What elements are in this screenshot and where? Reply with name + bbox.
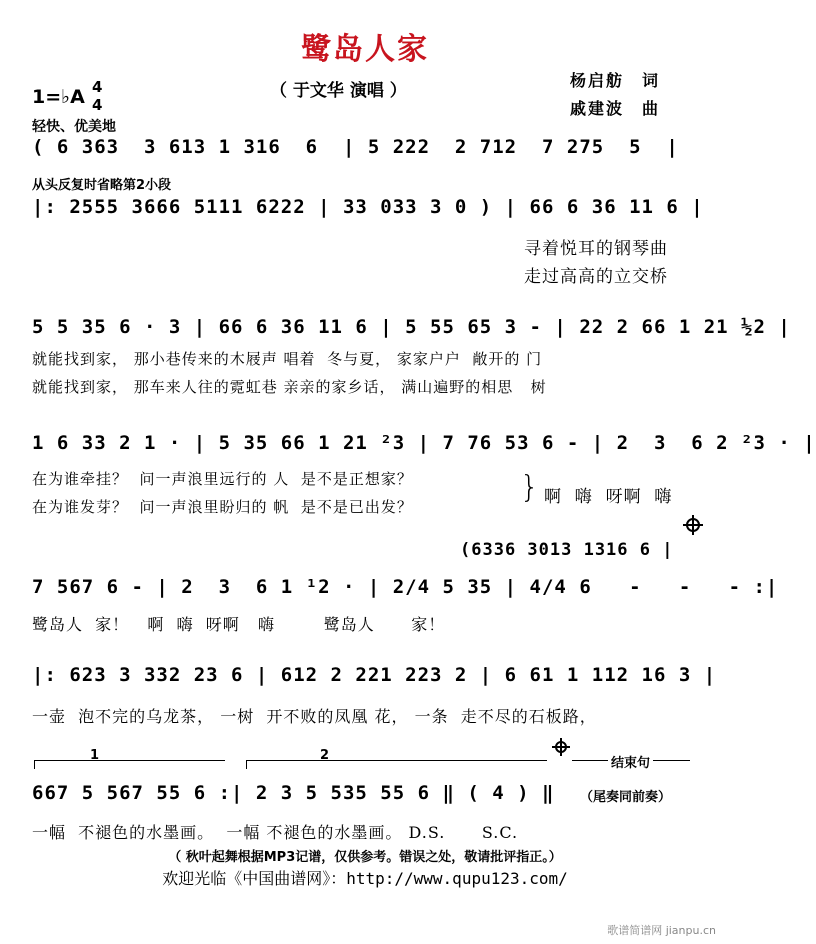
tempo-marking: 轻快、优美地 [32,119,116,135]
time-signature-top: 4 [92,78,103,96]
ending-label: 结束句 [608,752,653,771]
notation-row-4: 1 6 33 2 1 · | 5 35 66 1 21 ²3 | 7 76 53 6 - | 2 3 6 2 ²3 · | [32,432,816,454]
volta-label-2: 2 [320,748,330,763]
watermark: 歌谱简谱网 jianpu.cn [607,924,716,937]
lyricist-credit: 杨启舫 词 [570,71,661,90]
lyric-line: 鹭岛人 家！ 啊 嗨 呀啊 嗨 鹭岛人 家！ [32,615,446,634]
brace-icon: } [520,470,540,505]
notation-row-1: ( 6 363 3 613 1 316 6 | 5 222 2 712 7 275 5 | [32,136,679,158]
lyric-line: 就能找到家， 那小巷传来的木屐声 唱着 冬与夏， 家家户户 敞开的 门 [32,350,543,368]
volta-bracket-1 [34,760,225,769]
notation-row-7: |: 623 3 332 23 6 | 612 2 221 223 2 | 6 61 1 112 16 3 | [32,664,717,686]
lyric-line: 在为谁发芽？ 问一声浪里盼归的 帆 是不是已出发？ [32,498,413,516]
singer-credit: （ 于文华 演唱 ） [270,81,407,101]
transcription-note: （ 秋叶起舞根据MP3记谱，仅供参考。错误之处，敬请批评指正。） [168,850,562,865]
lyric-line: 一壶 泡不完的乌龙茶， 一树 开不败的凤凰 花， 一条 走不尽的石板路， [32,707,597,726]
lyric-line: 走过高高的立交桥 [524,267,668,287]
composer-credit: 戚建波 曲 [570,99,661,118]
notation-row-5: (6336 3013 1316 6 | [460,540,674,560]
lyric-line: 寻着悦耳的钢琴曲 [524,239,668,259]
lyric-line: 在为谁牵挂？ 问一声浪里远行的 人 是不是正想家？ [32,470,413,488]
lyric-line: 一幅 不褪色的水墨画。 一幅 不褪色的水墨画。 D.S. S.C. [32,823,519,842]
coda-icon [552,738,570,756]
volta-label-1: 1 [90,748,100,763]
website-credit: 欢迎光临《中国曲谱网》：http://www.qupu123.com/ [162,869,568,888]
lyric-line: 就能找到家， 那车来人往的霓虹巷 亲亲的家乡话， 满山遍野的相思 树 [32,378,547,396]
notation-row-6: 7 567 6 - | 2 3 6 1 ¹2 · | 2/4 5 35 | 4/4 6 - - - :| [32,576,779,598]
notation-row-2: |: 2555 3666 5111 6222 | 33 033 3 0 ) | 66 6 36 11 6 | [32,196,704,218]
outro-note: （尾奏同前奏） [580,790,672,805]
repeat-instruction: 从头反复时省略第2小段 [32,178,172,193]
notation-row-3: 5 5 35 6 · 3 | 66 6 36 11 6 | 5 55 65 3 - | 22 2 66 1 21 ½2 | [32,316,791,338]
lyric-line: 啊 嗨 呀啊 嗨 [544,487,673,507]
coda-icon [683,515,703,535]
key-signature: 1=♭A [32,86,85,108]
volta-bracket-2 [246,760,547,769]
time-signature-bottom: 4 [92,96,103,114]
page-title: 鹭岛人家 [301,32,429,67]
notation-row-8: 667 5 567 55 6 :| 2 3 5 535 55 6 ‖ ( 4 ) ‖ [32,782,555,804]
